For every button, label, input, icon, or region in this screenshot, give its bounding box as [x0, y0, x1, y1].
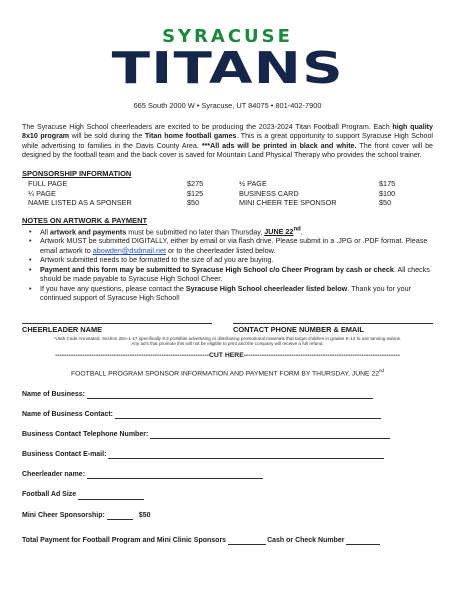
cash-check-input[interactable] [346, 537, 380, 545]
contact-signature[interactable] [233, 323, 433, 335]
total-payment-input[interactable] [228, 537, 266, 545]
rate-row: ¼ PAGE $125 BUSINESS CARD $100 [28, 188, 396, 198]
business-contact-label: Name of Business Contact: [22, 411, 114, 419]
rate-row: FULL PAGE $275 ½ PAGE $175 [28, 179, 396, 189]
titans-logo [22, 0, 433, 94]
business-contact-field [22, 410, 433, 419]
phone-field [22, 430, 433, 439]
sponsorship-rates-table [22, 179, 433, 207]
tanning-disclaimer: *Utah Code Annotated, Section 26A-1-17 specifically 9.3 prohibits advertising or distributing promotional materials that target children in grades K-12 to use tanning salons. Any ad's that promote this will not be eligible to print and the company will receive a full refund. [53, 335, 402, 347]
notes-list [22, 227, 433, 303]
email-input[interactable] [108, 451, 384, 459]
cheerleader-name-label: CHEERLEADER NAME [22, 324, 103, 334]
mini-cheer-label: Mini Cheer Sponsorship: [22, 511, 105, 519]
notes-heading: NOTES ON ARTWORK & PAYMENT [22, 215, 148, 225]
intro-paragraph: The Syracuse High School cheerleaders are excited to be producing the 2023-2024 Titan Football Program. Each high quality 8x10 program will be sold during the Titan home football games. This is a great opportunity to support Syracuse High School while advertising to families in the Davis County Area. ***All ads will be printed in black and white. The front cover will be designed by the football team and the back cover is saved for Mountain Land Physical Therapy who provides the school trainer. [22, 122, 433, 160]
sponsorship-heading: SPONSORSHIP INFORMATION [22, 168, 132, 178]
phone-label: Business Contact Telephone Number: [22, 431, 149, 439]
school-address: 665 South 2000 W • Syracuse, UT 84075 • 801-402-7900 [133, 101, 322, 110]
email-field [22, 450, 433, 459]
form-title: FOOTBALL PROGRAM SPONSOR INFORMATION AND PAYMENT FORM BY THURSDAY, JUNE 22nd [70, 367, 385, 378]
rate-row: NAME LISTED AS A SPONSER $50 MINI CHEER TEE SPONSOR $50 [28, 198, 392, 208]
cheerleader-signature[interactable] [22, 323, 212, 335]
contact-phone-email-label: CONTACT PHONE NUMBER & EMAIL [233, 324, 364, 334]
total-payment-label: Total Payment for Football Program and Mini Clinic Sponsors [22, 536, 227, 544]
list-item: • Artwork submitted needs to be formatted to the size of ad you are buying. [22, 255, 433, 265]
ad-size-input[interactable] [78, 492, 144, 500]
cash-check-label: Cash or Check Number [267, 536, 345, 544]
business-name-input[interactable] [87, 391, 373, 399]
cheerleader-input[interactable] [87, 471, 263, 479]
total-payment-field [22, 536, 433, 545]
list-item: • Payment and this form may be submitted to Syracuse High School c/o Cheer Program by cash or check. All checks should be made payable to Syracuse High School Cheer. [22, 265, 433, 284]
business-contact-input[interactable] [115, 411, 381, 419]
cheerleader-field [22, 470, 433, 479]
cut-here-line: --------------------------------------------------------------------CUT HERE--------------------------------------------------------------------- [55, 352, 400, 360]
list-item: • Artwork MUST be submitted DIGITALLY, either by email or via flash drive. Please submit in a .JPG or .PDF format. Please email artwork to abowden@dsdmail.net or to the cheerleader listed below. [22, 236, 433, 255]
artwork-email-link[interactable]: abowden@dsdmail.net [92, 245, 166, 255]
list-item: • All artwork and payments must be submitted no later than Thursday, JUNE 22nd. [22, 227, 433, 237]
phone-input[interactable] [150, 431, 390, 439]
logo-school-name: SYRACUSE [162, 26, 293, 47]
mini-cheer-amount: $50 [138, 511, 151, 519]
logo-team-name: TITANS [111, 43, 344, 94]
mini-cheer-field [22, 511, 433, 520]
list-item: • If you have any questions, please contact the Syracuse High School cheerleader listed below. Thank you for your continued support of Syracuse High School! [22, 284, 433, 303]
cheerleader-label: Cheerleader name: [22, 471, 86, 479]
ad-size-label: Football Ad Size [22, 491, 77, 499]
business-name-field [22, 390, 433, 399]
signature-row [22, 323, 433, 335]
email-label: Business Contact E-mail: [22, 451, 107, 459]
mini-cheer-input[interactable] [107, 512, 133, 520]
business-name-label: Name of Business: [22, 390, 86, 398]
ad-size-field [22, 490, 433, 499]
